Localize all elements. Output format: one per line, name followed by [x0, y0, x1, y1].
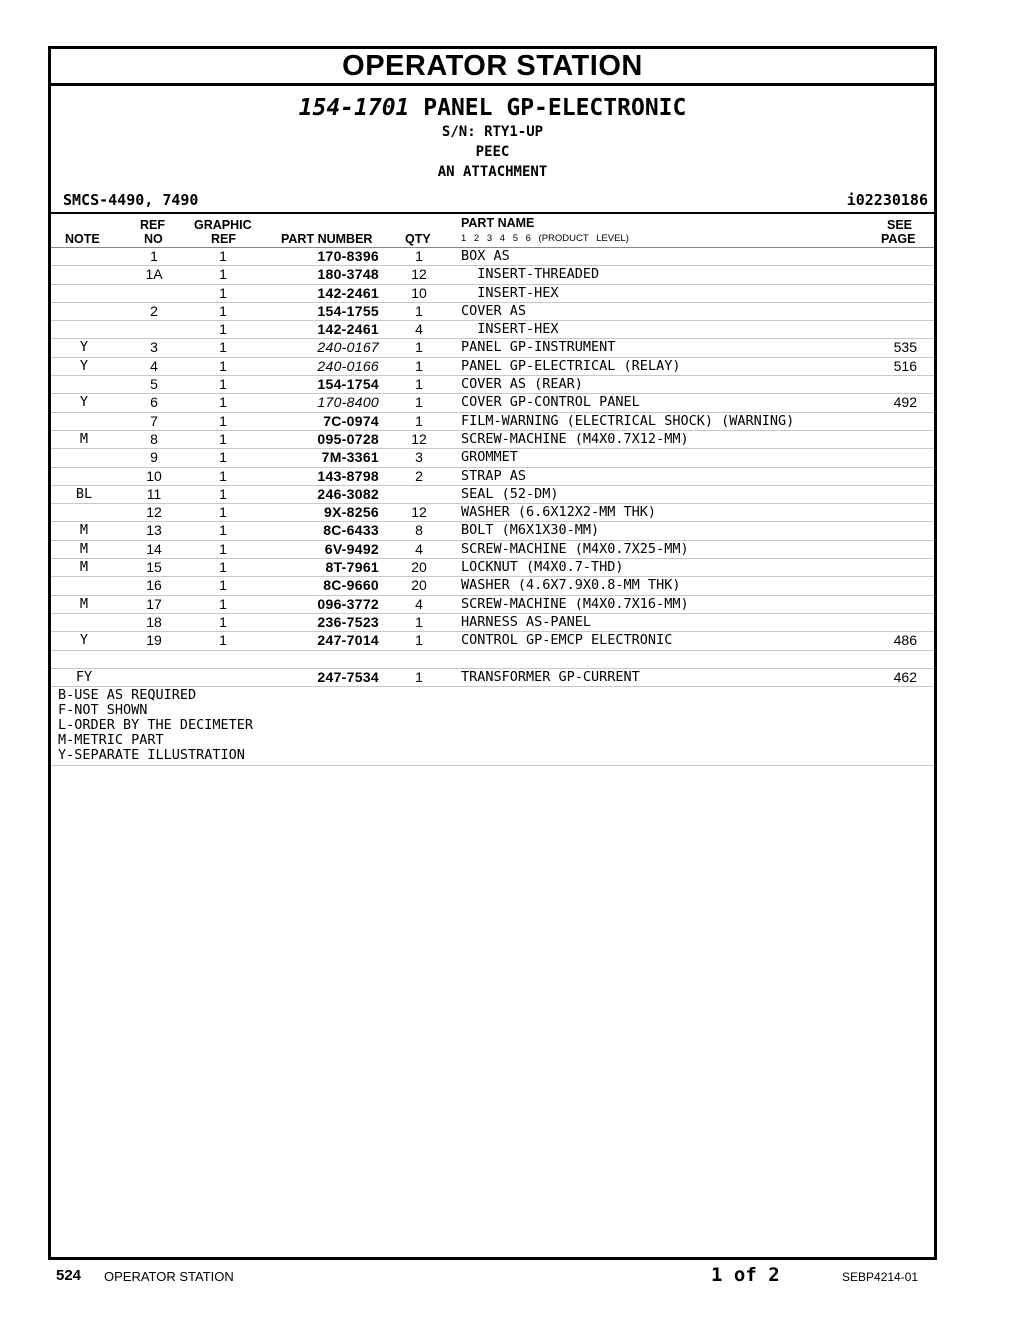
part-number-cell: 8C-9660: [323, 577, 379, 594]
table-row: [51, 596, 934, 614]
part-number-cell: 142-2461: [317, 284, 379, 301]
note-item: F-NOT SHOWN: [58, 702, 148, 719]
part-number-cell: 236-7523: [317, 613, 379, 630]
qty-cell: 1: [415, 376, 423, 393]
table-row: [51, 394, 934, 412]
graphic-ref-cell: 1: [219, 577, 227, 594]
note-cell: FY: [75, 668, 93, 685]
smcs-code: SMCS-4490, 7490: [63, 191, 199, 209]
part-name-cell: BOX AS: [461, 248, 510, 264]
group-number: 154-1701: [298, 95, 410, 121]
table-row: [51, 413, 934, 431]
graphic-ref-cell: 1: [219, 613, 227, 630]
table-row: [51, 248, 934, 266]
illustration-id: i02230186: [846, 191, 928, 209]
qty-cell: 1: [415, 668, 423, 685]
part-name-cell: CONTROL GP-EMCP ELECTRONIC: [461, 632, 673, 649]
col-ref-bottom: NO: [144, 232, 163, 246]
group-line-3: AN ATTACHMENT: [437, 164, 548, 180]
column-headers: [51, 214, 934, 248]
section-title: OPERATOR STATION: [51, 49, 934, 86]
graphic-ref-cell: 1: [219, 504, 227, 521]
qty-cell: 1: [415, 248, 423, 264]
part-name-cell: INSERT-THREADED: [461, 266, 600, 283]
table-row: [51, 541, 934, 559]
ref-cell: 14: [146, 540, 162, 557]
graphic-ref-cell: 1: [219, 430, 227, 447]
qty-cell: 12: [411, 504, 427, 521]
parts-sheet: [48, 46, 937, 1260]
part-number-cell: 240-0167: [317, 339, 379, 356]
ref-cell: 9: [150, 449, 158, 466]
ref-cell: 16: [146, 577, 162, 594]
footer-sheet: 1 of 2: [711, 1264, 780, 1286]
part-name-cell: INSERT-HEX: [461, 321, 559, 338]
note-cell: Y: [79, 357, 89, 374]
graphic-ref-cell: 1: [219, 632, 227, 649]
see-page-cell: 492: [893, 394, 917, 411]
see-page-cell: 516: [893, 357, 917, 374]
table-row: [51, 522, 934, 540]
part-number-cell: 095-0728: [317, 430, 379, 447]
part-name-cell: WASHER (4.6X7.9X0.8-MM THK): [461, 577, 681, 594]
part-name-cell: INSERT-HEX: [461, 284, 559, 301]
table-row: [51, 486, 934, 504]
part-name-cell: COVER GP-CONTROL PANEL: [461, 394, 640, 411]
qty-cell: 10: [411, 284, 427, 301]
part-number-cell: 240-0166: [317, 357, 379, 374]
ref-cell: 11: [146, 485, 162, 502]
graphic-ref-cell: 1: [219, 394, 227, 411]
part-number-cell: 154-1755: [317, 302, 379, 319]
part-name-cell: PANEL GP-ELECTRICAL (RELAY): [461, 357, 681, 374]
ref-cell: 4: [150, 357, 158, 374]
col-see-top: SEE: [887, 218, 913, 232]
ref-cell: 18: [146, 613, 162, 630]
ref-cell: 1: [150, 248, 158, 264]
footer-section: OPERATOR STATION: [104, 1269, 234, 1284]
col-graphic-bottom: REF: [211, 232, 236, 246]
table-row: [51, 449, 934, 467]
qty-cell: 1: [415, 613, 423, 630]
footer-doc-number: SEBP4214-01: [842, 1270, 919, 1284]
part-number-cell: 8C-6433: [323, 522, 379, 539]
part-number-cell: 246-3082: [317, 485, 379, 502]
part-name-cell: GROMMET: [461, 449, 518, 466]
table-row: [51, 285, 934, 303]
note-cell: M: [79, 559, 89, 576]
qty-cell: 20: [411, 559, 427, 576]
see-page-cell: 486: [893, 632, 917, 649]
table-row: [51, 669, 934, 687]
group-line-2: PEEC: [475, 144, 510, 160]
part-name-cell: COVER AS: [461, 302, 527, 319]
part-number-cell: 7C-0974: [323, 412, 379, 429]
note-cell: M: [79, 595, 89, 612]
qty-cell: 12: [411, 430, 427, 447]
table-row: [51, 632, 934, 650]
part-name-cell: SEAL (52-DM): [461, 485, 559, 502]
ref-cell: 13: [146, 522, 162, 539]
part-number-cell: 247-7014: [317, 632, 379, 649]
page-footer: [0, 1264, 1020, 1288]
ref-cell: 17: [146, 595, 162, 612]
graphic-ref-cell: 1: [219, 339, 227, 356]
note-cell: Y: [79, 394, 89, 411]
col-note: NOTE: [65, 232, 100, 246]
part-number-cell: 180-3748: [317, 266, 379, 283]
col-product-level: 1 2 3 4 5 6 (PRODUCT LEVEL): [461, 233, 629, 244]
part-number-cell: 247-7534: [317, 668, 379, 685]
graphic-ref-cell: 1: [219, 321, 227, 338]
note-cell: M: [79, 540, 89, 557]
part-name-cell: BOLT (M6X1X30-MM): [461, 522, 600, 539]
col-ref-top: REF: [140, 218, 165, 232]
part-name-cell: COVER AS (REAR): [461, 376, 583, 393]
note-cell: M: [79, 430, 89, 447]
part-name-cell: HARNESS AS-PANEL: [461, 613, 592, 630]
qty-cell: 3: [415, 449, 423, 466]
part-name-cell: STRAP AS: [461, 467, 527, 484]
graphic-ref-cell: 1: [219, 376, 227, 393]
graphic-ref-cell: 1: [219, 485, 227, 502]
part-name-cell: SCREW-MACHINE (M4X0.7X12-MM): [461, 430, 689, 447]
note-item: B-USE AS REQUIRED: [58, 687, 197, 704]
note-cell: M: [79, 522, 89, 539]
serial-range: S/N: RTY1-UP: [441, 124, 544, 140]
table-row: [51, 577, 934, 595]
table-row: [51, 504, 934, 522]
qty-cell: 12: [411, 266, 427, 283]
table-row: [51, 266, 934, 284]
qty-cell: 4: [415, 540, 423, 557]
note-item: Y-SEPARATE ILLUSTRATION: [58, 747, 245, 764]
qty-cell: 1: [415, 302, 423, 319]
ref-cell: 8: [150, 430, 158, 447]
note-cell: Y: [79, 339, 89, 356]
part-number-cell: 142-2461: [317, 321, 379, 338]
table-row: [51, 339, 934, 357]
qty-cell: 4: [415, 321, 423, 338]
col-graphic-top: GRAPHIC: [194, 218, 252, 232]
ref-cell: 6: [150, 394, 158, 411]
col-see-bottom: PAGE: [881, 232, 916, 246]
qty-cell: 1: [415, 339, 423, 356]
qty-cell: 2: [415, 467, 423, 484]
ref-cell: 5: [150, 376, 158, 393]
ref-cell: 7: [150, 412, 158, 429]
qty-cell: 8: [415, 522, 423, 539]
ref-cell: 3: [150, 339, 158, 356]
table-row: [51, 431, 934, 449]
table-row: [51, 376, 934, 394]
graphic-ref-cell: 1: [219, 595, 227, 612]
col-part-name: PART NAME: [461, 216, 535, 230]
group-title: [51, 95, 934, 121]
footer-page-number: 524: [56, 1267, 82, 1284]
part-number-cell: 8T-7961: [325, 559, 379, 576]
table-row: [51, 651, 934, 669]
group-name: PANEL GP-ELECTRONIC: [423, 95, 687, 121]
graphic-ref-cell: 1: [219, 467, 227, 484]
part-number-cell: 154-1754: [317, 376, 379, 393]
graphic-ref-cell: 1: [219, 522, 227, 539]
col-qty: QTY: [405, 232, 431, 246]
part-number-cell: 9X-8256: [323, 504, 379, 521]
qty-cell: 1: [415, 412, 423, 429]
ref-cell: 10: [146, 467, 162, 484]
graphic-ref-cell: 1: [219, 248, 227, 264]
part-number-cell: 170-8396: [317, 248, 379, 264]
part-name-cell: PANEL GP-INSTRUMENT: [461, 339, 616, 356]
part-name-cell: SCREW-MACHINE (M4X0.7X25-MM): [461, 540, 689, 557]
note-cell: Y: [79, 632, 89, 649]
table-row: [51, 559, 934, 577]
note-item: M-METRIC PART: [58, 732, 164, 749]
part-number-cell: 096-3772: [317, 595, 379, 612]
graphic-ref-cell: 1: [219, 540, 227, 557]
ref-cell: 15: [146, 559, 162, 576]
table-row: [51, 321, 934, 339]
qty-cell: 1: [415, 394, 423, 411]
qty-cell: 1: [415, 632, 423, 649]
table-row: [51, 468, 934, 486]
table-row: [51, 303, 934, 321]
note-item: L-ORDER BY THE DECIMETER: [58, 717, 254, 734]
ref-cell: 19: [146, 632, 162, 649]
parts-list: [51, 248, 934, 687]
notes-legend: [51, 687, 934, 766]
col-part-number: PART NUMBER: [281, 232, 373, 246]
part-name-cell: TRANSFORMER GP-CURRENT: [461, 668, 640, 685]
note-cell: BL: [75, 485, 93, 502]
group-header: [51, 86, 934, 214]
ref-cell: 2: [150, 302, 158, 319]
part-name-cell: FILM-WARNING (ELECTRICAL SHOCK) (WARNING): [461, 412, 795, 429]
table-row: [51, 614, 934, 632]
part-name-cell: SCREW-MACHINE (M4X0.7X16-MM): [461, 595, 689, 612]
graphic-ref-cell: 1: [219, 284, 227, 301]
graphic-ref-cell: 1: [219, 357, 227, 374]
see-page-cell: 535: [893, 339, 917, 356]
graphic-ref-cell: 1: [219, 302, 227, 319]
ref-cell: 1A: [145, 266, 163, 283]
qty-cell: 1: [415, 357, 423, 374]
graphic-ref-cell: 1: [219, 559, 227, 576]
part-number-cell: 170-8400: [317, 394, 379, 411]
part-number-cell: 7M-3361: [321, 449, 379, 466]
part-number-cell: 143-8798: [317, 467, 379, 484]
part-name-cell: LOCKNUT (M4X0.7-THD): [461, 559, 624, 576]
ref-cell: 12: [146, 504, 162, 521]
qty-cell: 4: [415, 595, 423, 612]
table-row: [51, 358, 934, 376]
part-name-cell: WASHER (6.6X12X2-MM THK): [461, 504, 657, 521]
graphic-ref-cell: 1: [219, 266, 227, 283]
part-number-cell: 6V-9492: [324, 540, 379, 557]
see-page-cell: 462: [893, 668, 917, 685]
qty-cell: 20: [411, 577, 427, 594]
graphic-ref-cell: 1: [219, 412, 227, 429]
graphic-ref-cell: 1: [219, 449, 227, 466]
